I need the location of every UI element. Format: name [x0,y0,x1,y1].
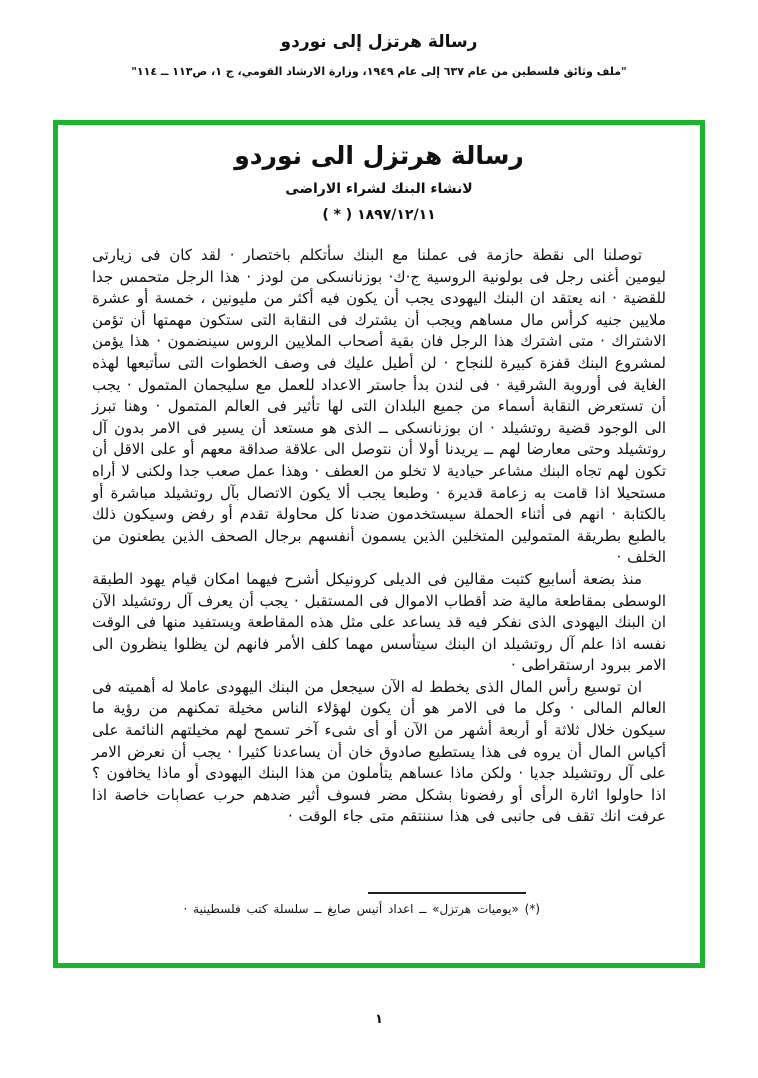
document-title: رسالة هرتزل إلى نوردو [280,32,478,52]
page-header [0,0,758,80]
letter-date: ١٨٩٧/١٢/١١ ( * ) [322,207,436,223]
page-number: ١ [375,1012,383,1027]
letter-frame [53,120,705,968]
footnote-text: (*) «يوميات هرتزل» ــ اعداد أنيس صايغ ــ سلسلة كتب فلسطينية · [183,902,540,916]
paragraph-3: ان توسيع رأس المال الذى يخطط له الآن سيجعل من البنك اليهودى عاملا له أهميته فى العالم المالى · وكل ما فى الامر هو أن يكون لهؤلاء الناس مخيلة تمكنهم من رؤية ما سيكون خلال ثلاثة أو أربعة أشهر من الآن أو أى شىء آخر تسمح لهم مخيلتهم النائمة على أكياس المال أن يروه فى هذا يستطيع صادوق خان أن يساعدنا كثيرا · يجب أن نعرض الامر على آل روتشيلد جديا · ولكن ماذا عساهم يتأملون من هذا البنك اليهودى أو ماذا يخافون ؟ اذا حاولوا اثارة الرأى أو رفضونا بشكل مضر فسوف أثير ضدهم حرب عصابات خاصة اذا عرفت انك تقف فى جانبى فى هذا سننتقم متى جاء الوقت · [92,677,666,826]
source-citation: "ملف وثائق فلسطين من عام ٦٣٧ إلى عام ١٩٤٩، وزارة الارشاد القومي، ج ١، ص١١٣ ــ ١١٤" [131,65,627,78]
footnote-divider [368,892,526,894]
letter-title: رسالة هرتزل الى نوردو [234,141,524,170]
letter-body [92,245,666,888]
paragraph-1: توصلنا الى نقطة حازمة فى عملنا مع البنك سأتكلم باختصار · لقد كان فى زيارتى ليومين أغنى رجل فى بولونية الروسية ج·ك· بوزنانسكى من لودز · هذا الرجل متحمس جدا للقضية · انه يعتقد ان البنك اليهودى يجب أن يكون فيه أكثر من مليونين ، خمسة أو عشرة ملايين جنيه كرأس مال مساهم ويجب أن يشترك فى النقابة التى ستكون مهمتها أن تؤمن الاشتراك · متى اشترك هذا الرجل فان بقية أصحاب الملايين الروس سينضمون · هذا يؤمن لمشروع البنك قفزة كبيرة للنجاح · لن أطيل عليك فى وصف الخطوات التى سأتبعها لهذه الغاية فى أوروبة الشرقية · فى لندن بدأ جاستر الاعداد للعمل مع سليجمان المتمول · يجب أن تستعرض النقابة أسماء من جميع البلدان التى لها تأثير فى العالم المتمول · وهنا تبرز الى الوجود قضية روتشيلد · ان بوزنانسكى ــ الذى هو مستعد أن يسير فى الامر بدون آل روتشيلد وحتى معارضا لهم ــ يريدنا أولا أن نتوصل الى علاقة صداقة معهم أو على الاقل أن تكون لهم تجاه البنك مشاعر حيادية لا تخلو من العطف · وهذا عمل صعب جدا ولكنى لا أراه مستحيلا اذا قامت به زعامة قديرة · وطبعا يجب ألا يكون الاتصال بآل روتشيلد مباشرة أو بالكتابة · انهم فى أثناء الحملة سيستخدمون ضدنا كل محاولة تقدم أو رفض وسيكون ذلك بالطبع بطريقة المتمولين المتخلين الذين يسمون أنفسهم برجال الصحف الذين يطعنون من الخلف · [92,246,666,567]
letter-subtitle: لانشاء البنك لشراء الاراضى [285,181,473,197]
paragraph-2: منذ بضعة أسابيع كتبت مقالين فى الديلى كرونيكل أشرح فيهما امكان قيام يهود الطبقة الوسطى بمقاطعة مالية ضد أقطاب الاموال فى المستقبل · يجب أن يعرف آل روتشيلد الآن ان البنك اليهودى الذى نفكر فيه قد يساعد على مثل هذه المقاطعة ويستفيد منها فى الوقت نفسه اذا علم آل روتشيلد ان البنك سيتأسس مهما كلف الأمر فانهم لن يظلوا ينظرون الى الامر ببرود ارستقراطى · [92,569,666,675]
